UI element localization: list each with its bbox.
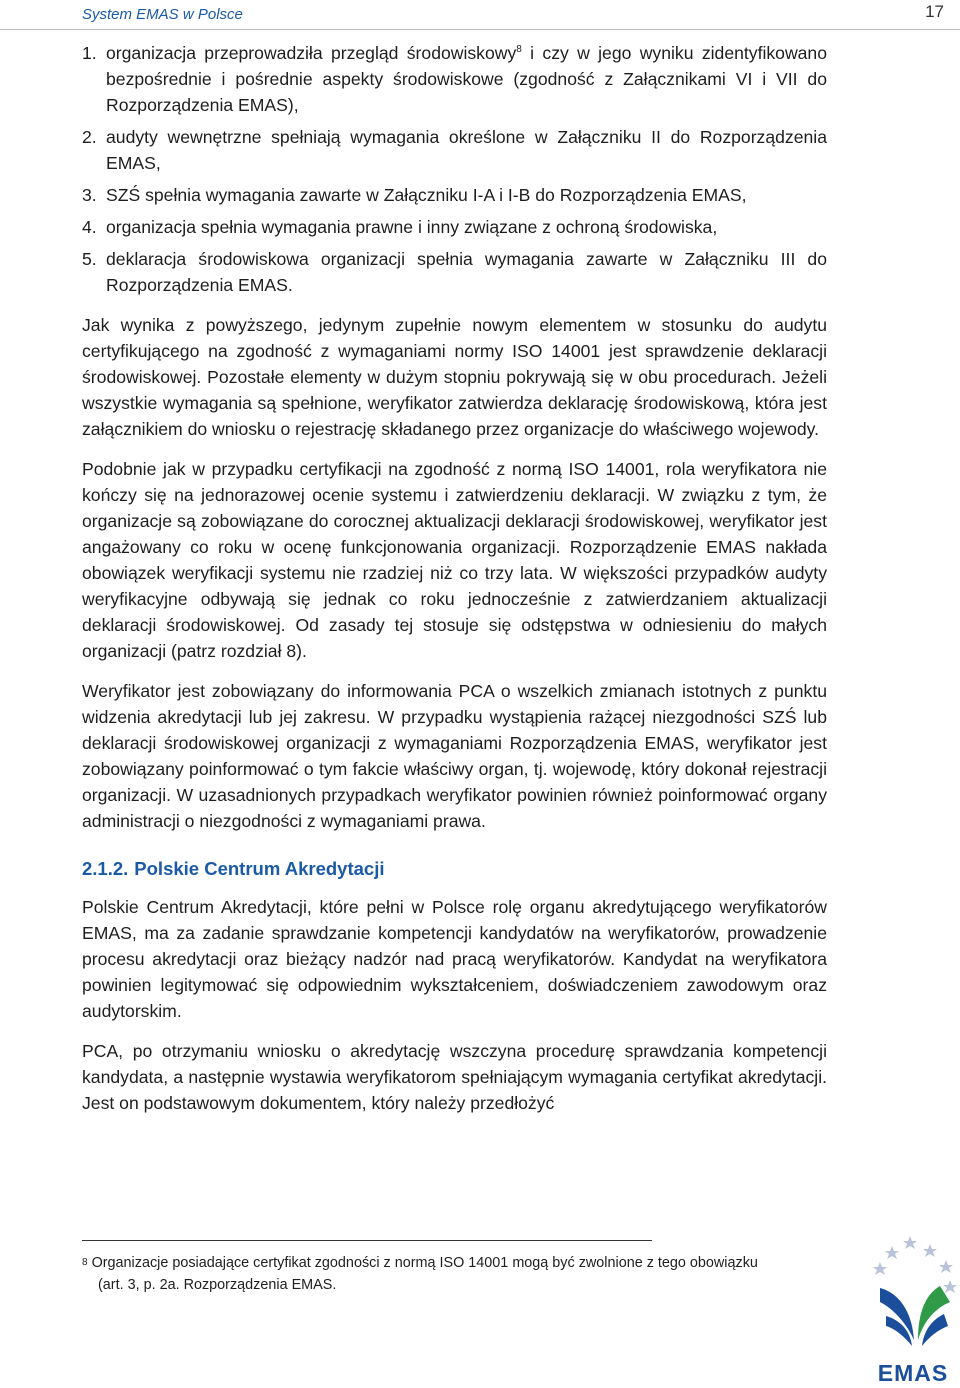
list-item: 1. organizacja przeprowadziła przegląd środowiskowy$^8$ i czy w jego wyniku zidentyfikowano bezpośrednie i pośrednie aspekty środowiskowe (zgodność z Załącznikami VI i VII do Rozporządzenia EMAS), xyxy=(82,43,828,115)
page-header xyxy=(0,0,960,34)
section-title: Polskie Centrum Akredytacji xyxy=(134,858,385,879)
page-number: 17 xyxy=(925,2,944,21)
emas-logo xyxy=(866,1222,960,1388)
footnote-text-cont: (art. 3, p. 2a. Rozporządzenia EMAS. xyxy=(98,1277,337,1293)
header-rule xyxy=(0,29,960,30)
list-item: 5. deklaracja środowiskowa organizacji spełnia wymagania zawarte w Załączniku III do Rozporządzenia EMAS. xyxy=(82,249,827,295)
list-item: 2. audyty wewnętrzne spełniają wymagania określone w Załączniku II do Rozporządzenia EMAS, xyxy=(82,127,827,173)
section-number: 2.1.2. xyxy=(82,858,129,879)
footnote-rule xyxy=(82,1240,652,1241)
footnote-mark: 8 xyxy=(82,1257,88,1268)
emas-logo-icon xyxy=(866,1222,960,1360)
paragraph-2: Podobnie jak w przypadku certyfikacji na zgodność z normą ISO 14001, rola weryfikatora nie kończy się na jednorazowej ocenie systemu i zatwierdzeniu deklaracji. W związku z tym, że organizacje są zobowiązane do corocznej aktualizacji deklaracji środowiskowej, weryfikator jest angażowany co roku w ocenę funkcjonowania organizacji. Rozporządzenie EMAS nakłada obowiązek weryfikacji systemu nie rzadziej niż co trzy lata. W większości przypadków audyty weryfikacyjne odbywają się jednak co roku jednocześnie z zatwierdzaniem aktualizacji deklaracji środowiskowej. Od zasady tej stosuje się odstępstwa w odniesieniu do małych organizacji (patrz rozdział 8). xyxy=(82,459,827,661)
footnote-ref: 8 xyxy=(516,44,522,56)
running-title: System EMAS w Polsce xyxy=(82,6,243,23)
list-item: 4. organizacja spełnia wymagania prawne i inny związane z ochroną środowiska, xyxy=(82,217,718,237)
logo-word: EMAS xyxy=(877,1360,949,1386)
paragraph-5: PCA, po otrzymaniu wniosku o akredytację wszczyna procedurę sprawdzania kompetencji kandydata, a następnie wystawia weryfikatorom spełniającym wymagania certyfikat akredytacji. Jest on podstawowym dokumentem, który należy przedłożyć xyxy=(82,1041,827,1113)
footnote-text: Organizacje posiadające certyfikat zgodności z normą ISO 14001 mogą być zwolnione z tego obowiązku xyxy=(91,1255,758,1271)
requirements-list xyxy=(82,40,827,298)
footnote xyxy=(82,1252,842,1296)
list-item: 3. SZŚ spełnia wymagania zawarte w Załączniku I-A i I-B do Rozporządzenia EMAS, xyxy=(82,185,747,205)
main-content xyxy=(82,40,827,1116)
section-heading xyxy=(82,856,827,882)
paragraph-1: Jak wynika z powyższego, jedynym zupełnie nowym elementem w stosunku do audytu certyfikującego na zgodność z wymaganiami normy ISO 14001 jest sprawdzenie deklaracji środowiskowej. Pozostałe elementy w dużym stopniu pokrywają się w obu procedurach. Jeżeli wszystkie wymagania są spełnione, weryfikator zatwierdza deklarację środowiskową, która jest załącznikiem do wniosku o rejestrację składanego przez organizacje do właściwego wojewody. xyxy=(82,315,827,439)
paragraph-4: Polskie Centrum Akredytacji, które pełni w Polsce rolę organu akredytującego weryfikatorów EMAS, ma za zadanie sprawdzanie kompetencji kandydatów na weryfikatorów, prowadzenie procesu akredytacji oraz bieżący nadzór nad pracą weryfikatorów. Kandydat na weryfikatora powinien legitymować się odpowiednim wykształceniem, doświadczeniem zawodowym oraz audytorskim. xyxy=(82,897,827,1021)
paragraph-3: Weryfikator jest zobowiązany do informowania PCA o wszelkich zmianach istotnych z punktu widzenia akredytacji lub jej zakresu. W przypadku wystąpienia rażącej niezgodności SZŚ lub deklaracji środowiskowej organizacji z wymaganiami Rozporządzenia EMAS, weryfikator jest zobowiązany poinformować o tym fakcie właściwy organ, tj. wojewodę, który dokonał rejestracji organizacji. W uzasadnionych przypadkach weryfikator powinien również poinformować organy administracji o niezgodności z wymaganiami prawa. xyxy=(82,681,827,831)
